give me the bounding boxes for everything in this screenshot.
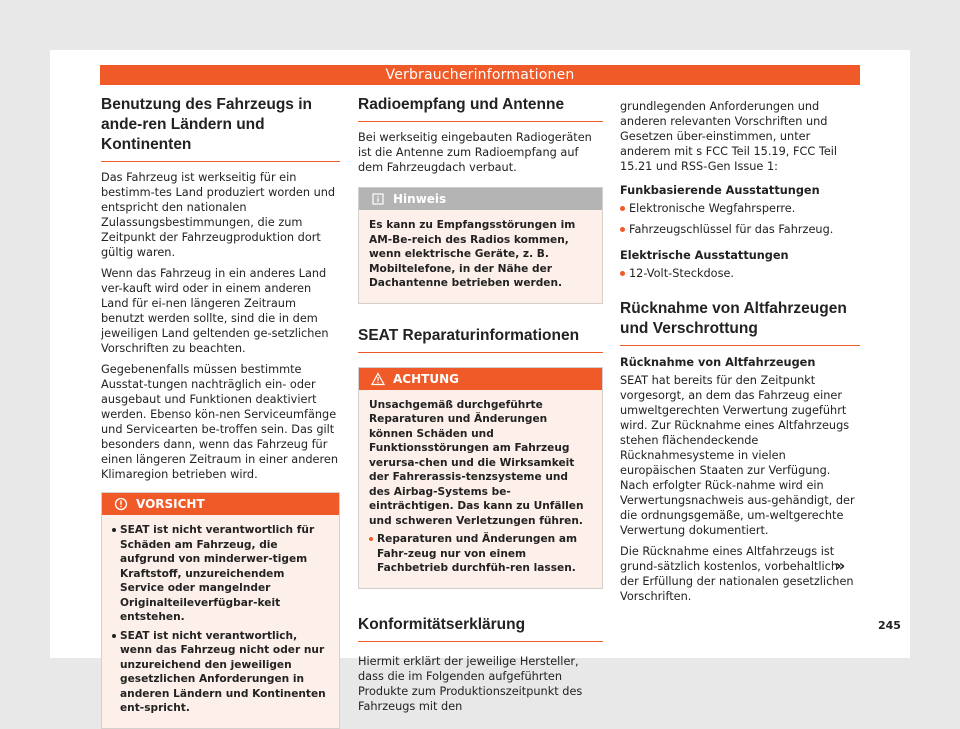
book-icon bbox=[371, 192, 385, 206]
paragraph: Gegebenenfalls müssen bestimmte Ausstat-tungen nachträglich ein- oder ausgebaut und Funktionen deaktiviert werden. Ebenso kön-nen Serviceumfänge und Servicearten be-troffen sein. Das gilt besonders dann, wenn das Fahrzeug für einen längeren Zeitraum in einer anderen Klimaregion betrieben wird. bbox=[101, 363, 339, 481]
subheading-electrical-equipment: Elektrische Ausstattungen bbox=[620, 249, 789, 262]
paragraph: Wenn das Fahrzeug in ein anderes Land ver-kauft wird oder in einem anderen Land für ei-nen längeren Zeitraum benutzt werden sollte, sind die in dem jeweiligen Land geltenden ge-setzlichen Vorschriften zu beachten. bbox=[101, 267, 329, 355]
hinweis-text: Es kann zu Empfangsstörungen im AM-Be-reich des Radios kommen, wenn elektrische Geräte, z. B. Mobiltelefone, in der Nähe der Dachantenne betrieben werden. bbox=[369, 219, 576, 289]
subheading-take-back: Rücknahme von Altfahrzeugen bbox=[620, 356, 816, 369]
warning-triangle-icon bbox=[371, 372, 385, 386]
section-heading-recycling: Rücknahme von Altfahrzeugen und Verschrottung bbox=[620, 299, 860, 346]
list-item: Fahrzeugschlüssel für das Fahrzeug. bbox=[620, 222, 860, 237]
paragraph: Das Fahrzeug ist werkseitig für ein bestimm-tes Land produziert worden und entspricht den nationalen Zulassungsbestimmungen, die zum Zeitpunkt der Fahrzeugproduktion dort gültig waren. bbox=[101, 171, 336, 259]
column-2 bbox=[358, 95, 603, 720]
section-heading-conformity: Konformitätserklärung bbox=[358, 615, 603, 642]
vorsicht-item: SEAT ist nicht verantwortlich, wenn das Fahrzeug nicht oder nur unzureichend den jeweiligen gesetzlichen Anforderungen in anderen Ländern und Kontinenten ent-spricht. bbox=[112, 629, 329, 716]
hinweis-title: Hinweis bbox=[393, 192, 447, 206]
vorsicht-header bbox=[102, 493, 339, 515]
section-heading-repair: SEAT Reparaturinformationen bbox=[358, 326, 603, 353]
achtung-title: ACHTUNG bbox=[393, 371, 459, 386]
vorsicht-box bbox=[101, 492, 340, 729]
subheading-radio-equipment: Funkbasierende Ausstattungen bbox=[620, 184, 820, 197]
info-circle-icon bbox=[114, 497, 128, 511]
vorsicht-body bbox=[102, 515, 339, 728]
continue-marker: » bbox=[835, 556, 846, 575]
paragraph: grundlegenden Anforderungen und anderen relevanten Vorschriften und Gesetzen über-einstimmen, unter anderem mit s FCC Teil 15.19, FCC Teil 15.21 und RSS-Gen Issue 1: bbox=[620, 100, 838, 173]
paragraph: Hiermit erklärt der jeweilige Hersteller, dass die im Folgenden aufgeführten Produkte zum Produktionszeitpunkt des Fahrzeugs mit den bbox=[358, 654, 583, 713]
paragraph: Bei werkseitig eingebauten Radiogeräten ist die Antenne zum Radioempfang auf dem Fahrzeugdach verbaut. bbox=[358, 131, 592, 174]
page-header: Verbraucherinformationen bbox=[100, 65, 860, 85]
list-item: Elektronische Wegfahrsperre. bbox=[620, 201, 860, 216]
vorsicht-title: VORSICHT bbox=[136, 497, 205, 511]
paragraph: Die Rücknahme eines Altfahrzeugs ist grund-sätzlich kostenlos, vorbehaltlich der Erfüllung der nationalen gesetzlichen Vorschriften. bbox=[620, 545, 854, 603]
column-1 bbox=[101, 95, 340, 729]
page-number: 245 bbox=[878, 619, 901, 632]
section-heading-radio: Radioempfang und Antenne bbox=[358, 95, 603, 122]
paragraph: SEAT hat bereits für den Zeitpunkt vorgesorgt, an dem das Fahrzeug einer umweltgerechten Verwertung zugeführt wird. Zur Rücknahme eines Altfahrzeugs stehen flächendeckende Rücknahmesysteme in vielen europäischen Staaten zur Verfügung. Nach erfolgter Rück-nahme wird ein Verwertungsnachweis aus-gehändigt, der die ordnungsgemäße, um-weltgerechte Verwertung dokumentiert. bbox=[620, 374, 855, 537]
hinweis-header bbox=[359, 188, 602, 210]
vorsicht-item: SEAT ist nicht verantwortlich für Schäden am Fahrzeug, die aufgrund von minderwer-tigem Kraftstoff, unzureichendem Service oder mangelnder Originalteileverfügbar-keit entstehen. bbox=[112, 523, 329, 625]
list-item: 12-Volt-Steckdose. bbox=[620, 266, 860, 281]
achtung-header bbox=[359, 368, 602, 390]
achtung-text: Unsachgemäß durchgeführte Reparaturen und Änderungen können Schäden und Funktionsstörungen am Fahrzeug verursa-chen und die Wirksamkeit der Fahrerassis-tenzsysteme und des Airbag-Systems be-einträchtigen. Das kann zu Unfällen und schweren Verletzungen führen. bbox=[369, 398, 584, 527]
column-3 bbox=[620, 99, 860, 610]
achtung-body bbox=[359, 390, 602, 588]
section-heading-usage-abroad: Benutzung des Fahrzeugs in ande-ren Ländern und Kontinenten bbox=[101, 95, 340, 162]
achtung-item: Reparaturen und Änderungen am Fahr-zeug nur von einem Fachbetrieb durchfüh-ren lassen. bbox=[369, 532, 592, 576]
hinweis-box bbox=[358, 187, 603, 304]
achtung-box bbox=[358, 367, 603, 589]
hinweis-body bbox=[359, 210, 602, 303]
